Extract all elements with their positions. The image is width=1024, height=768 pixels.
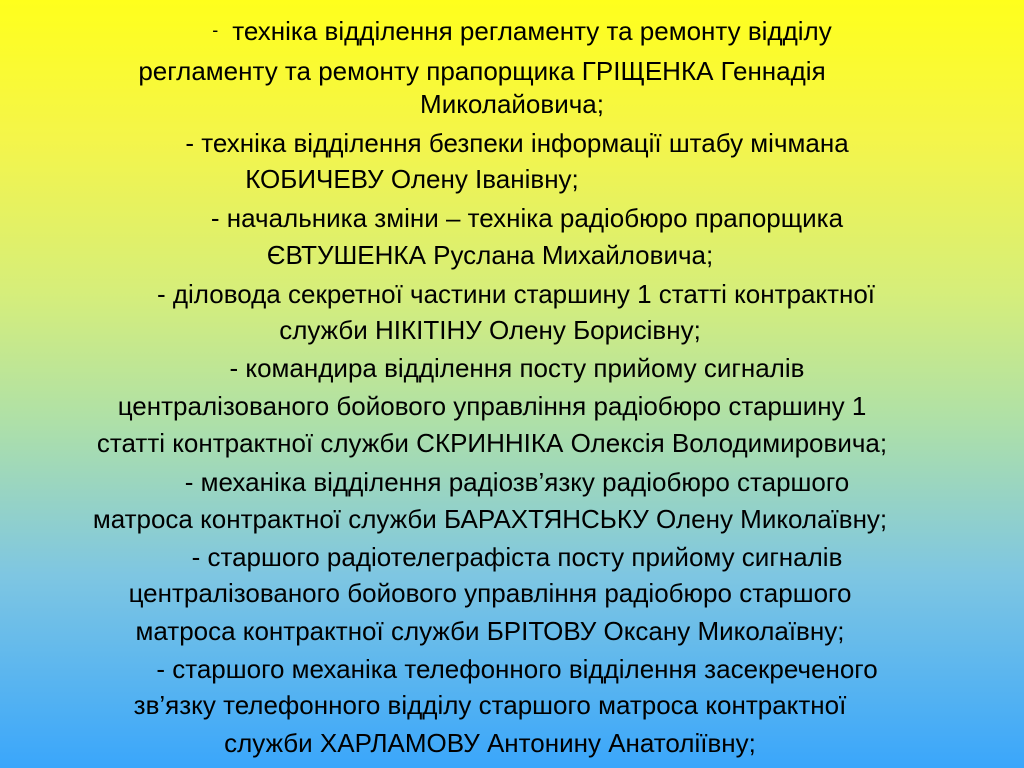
item-1-line-2: регламенту та ремонту прапорщика ГРІЩЕНКА Геннадія [138,56,826,86]
item-8-line-1: - старшого механіка телефонного відділення засекреченого [156,654,878,684]
item-1-line-1 [10,16,1024,49]
item-8-line-3: служби ХАРЛАМОВУ Антонину Анатоліївну; [224,728,756,758]
item-2-line-2: КОБИЧЕВУ Олену Іванівну; [245,164,579,194]
item-8-line-2: зв’язку телефонного відділу старшого матроса контрактної [133,690,847,720]
item-2-line-1: - техніка відділення безпеки інформації штабу мічмана [185,128,849,158]
item-5-line-1: - командира відділення посту прийому сигналів [229,353,805,383]
item-5-line-3: статті контрактної служби СКРИННІКА Олексія Володимировича; [96,428,888,458]
item-1-line-3: Миколайовича; [420,89,604,119]
item-4-line-1: - діловода секретної частини старшину 1 статті контрактної [156,279,876,309]
item-7-line-1: - старшого радіотелеграфіста посту прийому сигналів [191,542,843,572]
item-3-line-2: ЄВТУШЕНКА Руслана Михайловича; [266,240,714,270]
item-3-line-1: - начальника зміни – техніка радіобюро прапорщика [210,203,844,233]
item-4-line-2: служби НІКІТІНУ Олену Борисівну; [279,315,701,345]
item-6-line-2: матроса контрактної служби БАРАХТЯНСЬКУ Олену Миколаївну; [92,504,888,534]
item-1-line-1-text: техніка відділення регламенту та ремонту відділу [232,16,832,46]
item-7-line-3: матроса контрактної служби БРІТОВУ Оксану Миколаївну; [135,616,845,646]
item-7-line-2: централізованого бойового управління радіобюро старшого [128,578,852,608]
item-6-line-1: - механіка відділення радіозв’язку радіобюро старшого [184,467,850,497]
bullet-marker: - [212,20,219,40]
item-5-line-2: централізованого бойового управління радіобюро старшину 1 [117,391,867,421]
